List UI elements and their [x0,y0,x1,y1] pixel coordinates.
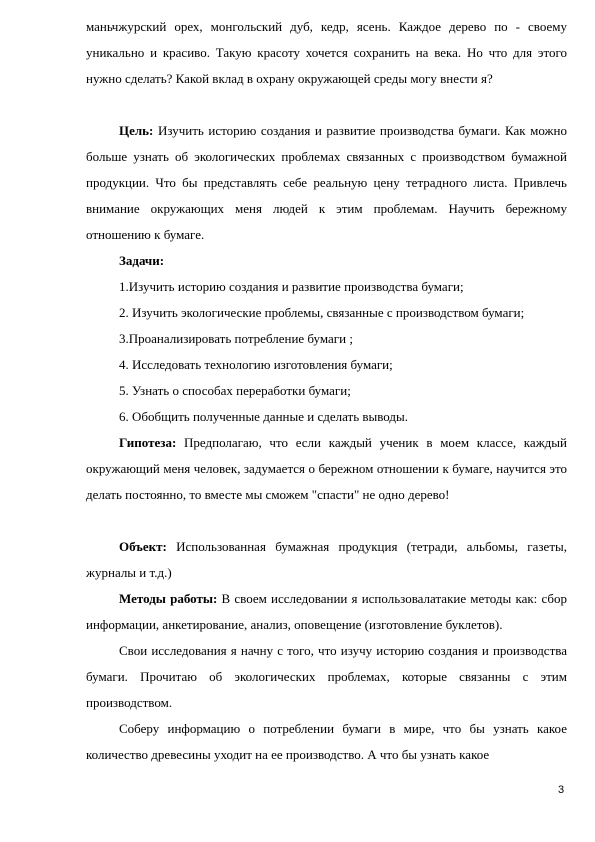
methods-paragraph [86,586,567,638]
goal-label: Цель: [119,123,154,138]
object-label: Объект: [119,539,167,554]
goal-paragraph [86,118,567,248]
goal-text: Изучить историю создания и развитие производства бумаги. Как можно больше узнать об экологических проблемах связанных с производством бумажной продукции. Что бы представлять себе реальную цену тетрадного листа. Привлечь внимание окружающих меня людей к этим проблемам. Научить бережному отношению к бумаге. [86,123,567,242]
task-item-1: 1.Изучить историю создания и развитие производства бумаги; [119,279,464,294]
task-item-3: 3.Проанализировать потребление бумаги ; [119,331,353,346]
page-number: 3 [558,784,565,796]
spacer [86,508,567,534]
spacer [86,92,567,118]
task-item-5: 5. Узнать о способах переработки бумаги; [119,383,351,398]
hypothesis-paragraph [86,430,567,508]
task-item-6: 6. Обобщить полученные данные и сделать выводы. [119,409,409,424]
research-plan-paragraph: Свои исследования я начну с того, что изучу историю создания и производства бумаги. Прочитаю об экологических проблемах, которые связанны с этим производством. [86,643,567,710]
task-item-4: 4. Исследовать технологию изготовления бумаги; [119,357,393,372]
task-item-2: 2. Изучить экологические проблемы, связанные с производством бумаги; [119,305,525,320]
data-collection-paragraph: Соберу информацию о потреблении бумаги в мире, что бы узнать какое количество древесины уходит на ее производство. А что бы узнать какое [86,721,567,762]
tasks-heading: Задачи: [119,253,165,268]
hypothesis-text: Предполагаю, что если каждый ученик в моем классе, каждый окружающий меня человек, задумается о бережном отношении к бумаге, научится это делать постоянно, то вместе мы сможем "спасти" не одно дерево! [86,435,567,502]
hypothesis-label: Гипотеза: [119,435,177,450]
object-paragraph [86,534,567,586]
document-page [86,14,567,768]
methods-text: В своем исследовании я использовалатакие методы как: сбор информации, анкетирование, анализ, оповещение (изготовление буклетов). [86,591,568,632]
methods-label: Методы работы: [119,591,218,606]
object-text: Использованная бумажная продукция (тетради, альбомы, газеты, журналы и т.д.) [86,539,567,580]
intro-paragraph: маньчжурский орех, монгольский дуб, кедр, ясень. Каждое дерево по - своему уникально и красиво. Такую красоту хочется сохранить на века. Но что для этого нужно сделать? Какой вклад в охрану окружающей среды могу внести я? [86,19,567,86]
